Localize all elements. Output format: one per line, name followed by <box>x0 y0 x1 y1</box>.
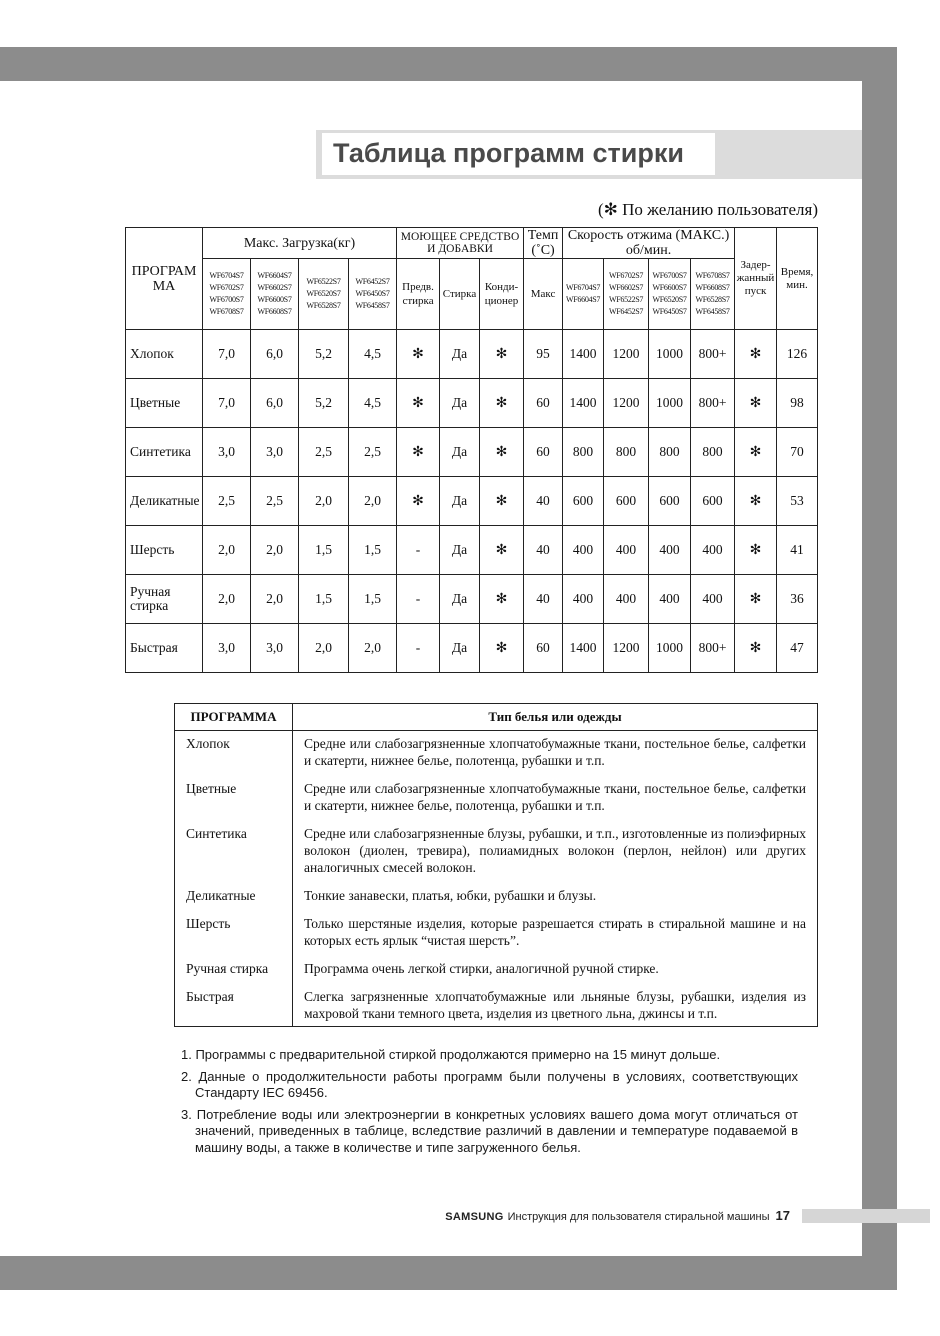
page-frame-top <box>0 47 897 81</box>
load-value: 1,5 <box>349 575 397 624</box>
program-name: Ручная стирка <box>175 957 293 985</box>
footnotes <box>181 1047 798 1161</box>
table-row <box>126 477 818 526</box>
load-models-col: WF6704S7 WF6702S7 WF6700S7 WF6708S7 <box>203 259 251 330</box>
header-spin: Скорость отжима (МАКС.) об/мин. <box>563 228 735 259</box>
table-row <box>126 624 818 673</box>
header-softener: Конди-ционер <box>480 259 524 330</box>
spin-value: 400 <box>691 575 735 624</box>
load-value: 1,5 <box>299 526 349 575</box>
program-name: Шерсть <box>126 526 203 575</box>
spin-value: 800+ <box>691 624 735 673</box>
prewash-value: ✻ <box>397 428 440 477</box>
load-value: 6,0 <box>251 330 299 379</box>
spin-value: 1400 <box>563 330 604 379</box>
footnote: 3. Потребление воды или электроэнергии в конкретных условиях вашего дома могут отличаться от значений, приведенных в таблице, вследствие различий в давлении и температуре подаваемой в машину воды, а также в количестве и типе загруженного белья. <box>181 1106 798 1155</box>
load-value: 1,5 <box>299 575 349 624</box>
temp-value: 40 <box>524 477 563 526</box>
spin-value: 400 <box>604 526 649 575</box>
spin-value: 1400 <box>563 379 604 428</box>
load-value: 5,2 <box>299 330 349 379</box>
program-name: Хлопок <box>175 731 293 778</box>
footer-text: Инструкция для пользователя стиральной машины <box>507 1211 770 1223</box>
program-name: Деликатные <box>175 884 293 912</box>
temp-value: 60 <box>524 428 563 477</box>
header-temp-max: Макс <box>524 259 563 330</box>
spin-value: 1200 <box>604 624 649 673</box>
spin-value: 400 <box>691 526 735 575</box>
table-row <box>175 777 818 822</box>
prewash-value: ✻ <box>397 379 440 428</box>
temp-value: 95 <box>524 330 563 379</box>
prewash-value: - <box>397 575 440 624</box>
prewash-value: ✻ <box>397 477 440 526</box>
fabric-description: Средне или слабозагрязненные блузы, рубашки, и т.п., изготовленные из полиэфирных волокон (диолен, тревира), полиамидных волокон (перлон, нейлон) или других аналогичных смесей волокон. <box>293 822 818 884</box>
load-value: 6,0 <box>251 379 299 428</box>
delay-value: ✻ <box>735 575 777 624</box>
page-frame-bottom <box>0 1256 897 1290</box>
spin-value: 400 <box>563 575 604 624</box>
time-value: 53 <box>777 477 818 526</box>
page-footer <box>445 1208 790 1223</box>
load-value: 2,0 <box>299 624 349 673</box>
program-name: Синтетика <box>126 428 203 477</box>
load-value: 2,0 <box>349 624 397 673</box>
spin-value: 1000 <box>649 379 691 428</box>
wash-value: Да <box>440 624 480 673</box>
spin-models-col: WF6704S7 WF6604S7 <box>563 259 604 330</box>
table-row <box>175 884 818 912</box>
table-row <box>175 731 818 778</box>
header-fabric-col: Тип белья или одежды <box>293 704 818 731</box>
delay-value: ✻ <box>735 379 777 428</box>
page-title: Таблица программ стирки <box>333 138 684 168</box>
spin-value: 400 <box>649 575 691 624</box>
load-value: 2,0 <box>251 575 299 624</box>
program-name: Цветные <box>175 777 293 822</box>
program-name: Быстрая <box>175 985 293 1027</box>
spin-value: 400 <box>563 526 604 575</box>
table-row <box>175 957 818 985</box>
header-wash: Стирка <box>440 259 480 330</box>
program-name: Цветные <box>126 379 203 428</box>
delay-value: ✻ <box>735 330 777 379</box>
softener-value: ✻ <box>480 428 524 477</box>
spin-value: 1000 <box>649 624 691 673</box>
wash-value: Да <box>440 428 480 477</box>
wash-value: Да <box>440 575 480 624</box>
delay-value: ✻ <box>735 477 777 526</box>
delay-value: ✻ <box>735 526 777 575</box>
spin-value: 800 <box>649 428 691 477</box>
spin-models-col: WF6700S7 WF6600S7 WF6520S7 WF6450S7 <box>649 259 691 330</box>
spin-value: 800+ <box>691 330 735 379</box>
page-number: 17 <box>775 1208 790 1223</box>
softener-value: ✻ <box>480 379 524 428</box>
page-frame-right <box>862 47 897 1289</box>
header-program: ПРОГРАМ МА <box>126 228 203 330</box>
load-value: 1,5 <box>349 526 397 575</box>
spin-value: 1400 <box>563 624 604 673</box>
table-row <box>126 379 818 428</box>
load-value: 5,2 <box>299 379 349 428</box>
load-value: 3,0 <box>251 624 299 673</box>
spin-value: 1200 <box>604 379 649 428</box>
load-value: 2,5 <box>299 428 349 477</box>
spin-value: 600 <box>563 477 604 526</box>
time-value: 98 <box>777 379 818 428</box>
wash-value: Да <box>440 477 480 526</box>
load-value: 4,5 <box>349 379 397 428</box>
spin-value: 600 <box>604 477 649 526</box>
table-row <box>126 575 818 624</box>
fabric-description: Только шерстяные изделия, которые разрешается стирать в стиральной машине и на которых есть ярлык “чистая шерсть”. <box>293 912 818 957</box>
fabric-type-table <box>174 703 818 1027</box>
header-time: Время, мин. <box>777 228 818 330</box>
spin-value: 400 <box>649 526 691 575</box>
temp-value: 60 <box>524 379 563 428</box>
header-delay: Задер-жанный пуск <box>735 228 777 330</box>
load-value: 2,5 <box>203 477 251 526</box>
table-row <box>175 985 818 1027</box>
table-row <box>126 330 818 379</box>
program-name: Шерсть <box>175 912 293 957</box>
prewash-value: - <box>397 624 440 673</box>
load-models-col: WF6522S7 WF6520S7 WF6528S7 <box>299 259 349 330</box>
prewash-value: ✻ <box>397 330 440 379</box>
time-value: 36 <box>777 575 818 624</box>
temp-value: 60 <box>524 624 563 673</box>
load-value: 2,5 <box>251 477 299 526</box>
header-detergent: МОЮЩЕЕ СРЕДСТВО И ДОБАВКИ <box>397 228 524 259</box>
spin-value: 1000 <box>649 330 691 379</box>
program-name: Деликатные <box>126 477 203 526</box>
program-name: Ручная стирка <box>126 575 203 624</box>
fabric-description: Средне или слабозагрязненные хлопчатобумажные ткани, постельное белье, салфетки и скатерти, нижнее белье, полотенца, рубашки и т.п. <box>293 777 818 822</box>
softener-value: ✻ <box>480 526 524 575</box>
fabric-description: Слегка загрязненные хлопчатобумажные или льняные блузы, рубашки, изделия из махровой ткани темного цвета, изделия из цветного льна, джинсы и т.п. <box>293 985 818 1027</box>
time-value: 70 <box>777 428 818 477</box>
table-row <box>126 526 818 575</box>
time-value: 47 <box>777 624 818 673</box>
program-name: Быстрая <box>126 624 203 673</box>
spin-value: 800+ <box>691 379 735 428</box>
load-value: 2,0 <box>203 526 251 575</box>
load-value: 4,5 <box>349 330 397 379</box>
softener-value: ✻ <box>480 330 524 379</box>
temp-value: 40 <box>524 526 563 575</box>
wash-value: Да <box>440 379 480 428</box>
softener-value: ✻ <box>480 575 524 624</box>
softener-value: ✻ <box>480 624 524 673</box>
time-value: 41 <box>777 526 818 575</box>
load-value: 2,0 <box>349 477 397 526</box>
footer-bar <box>802 1209 930 1223</box>
spin-models-col: WF6708S7 WF6608S7 WF6528S7 WF6458S7 <box>691 259 735 330</box>
time-value: 126 <box>777 330 818 379</box>
footnote: 1. Программы с предварительной стиркой продолжаются примерно на 15 минут дольше. <box>181 1047 721 1062</box>
load-value: 3,0 <box>203 428 251 477</box>
header-program-col: ПРОГРАММА <box>175 704 293 731</box>
load-value: 2,5 <box>349 428 397 477</box>
delay-value: ✻ <box>735 428 777 477</box>
load-value: 2,0 <box>251 526 299 575</box>
load-value: 3,0 <box>203 624 251 673</box>
spin-models-col: WF6702S7 WF6602S7 WF6522S7 WF6452S7 <box>604 259 649 330</box>
wash-value: Да <box>440 330 480 379</box>
brand-logo: SAMSUNG <box>445 1211 504 1223</box>
table-row <box>175 822 818 884</box>
header-prewash: Предв. стирка <box>397 259 440 330</box>
fabric-description: Тонкие занавески, платья, юбки, рубашки и блузы. <box>293 884 818 912</box>
table-row <box>175 912 818 957</box>
wash-value: Да <box>440 526 480 575</box>
spin-value: 600 <box>649 477 691 526</box>
delay-value: ✻ <box>735 624 777 673</box>
prewash-value: - <box>397 526 440 575</box>
load-models-col: WF6604S7 WF6602S7 WF6600S7 WF6608S7 <box>251 259 299 330</box>
spin-value: 1200 <box>604 330 649 379</box>
program-name: Синтетика <box>175 822 293 884</box>
header-max-load: Макс. Загрузка(кг) <box>203 228 397 259</box>
softener-value: ✻ <box>480 477 524 526</box>
program-name: Хлопок <box>126 330 203 379</box>
table-row <box>126 428 818 477</box>
spin-value: 800 <box>604 428 649 477</box>
spin-value: 800 <box>563 428 604 477</box>
load-value: 2,0 <box>299 477 349 526</box>
load-value: 7,0 <box>203 330 251 379</box>
optional-note: (✻ По желанию пользователя) <box>598 200 818 219</box>
load-value: 2,0 <box>203 575 251 624</box>
temp-value: 40 <box>524 575 563 624</box>
load-models-col: WF6452S7 WF6450S7 WF6458S7 <box>349 259 397 330</box>
fabric-description: Программа очень легкой стирки, аналогичной ручной стирке. <box>293 957 818 985</box>
load-value: 7,0 <box>203 379 251 428</box>
spin-value: 800 <box>691 428 735 477</box>
load-value: 3,0 <box>251 428 299 477</box>
footnote: 2. Данные о продолжительности работы программ были получены в условиях, соответствующих Стандарту IEC 69456. <box>181 1068 798 1100</box>
fabric-description: Средне или слабозагрязненные хлопчатобумажные ткани, постельное белье, салфетки и скатерти, нижнее белье, полотенца, рубашки и т.п. <box>293 731 818 778</box>
header-temp: Темп (˚C) <box>524 228 563 259</box>
spin-value: 400 <box>604 575 649 624</box>
program-table <box>125 227 818 673</box>
spin-value: 600 <box>691 477 735 526</box>
